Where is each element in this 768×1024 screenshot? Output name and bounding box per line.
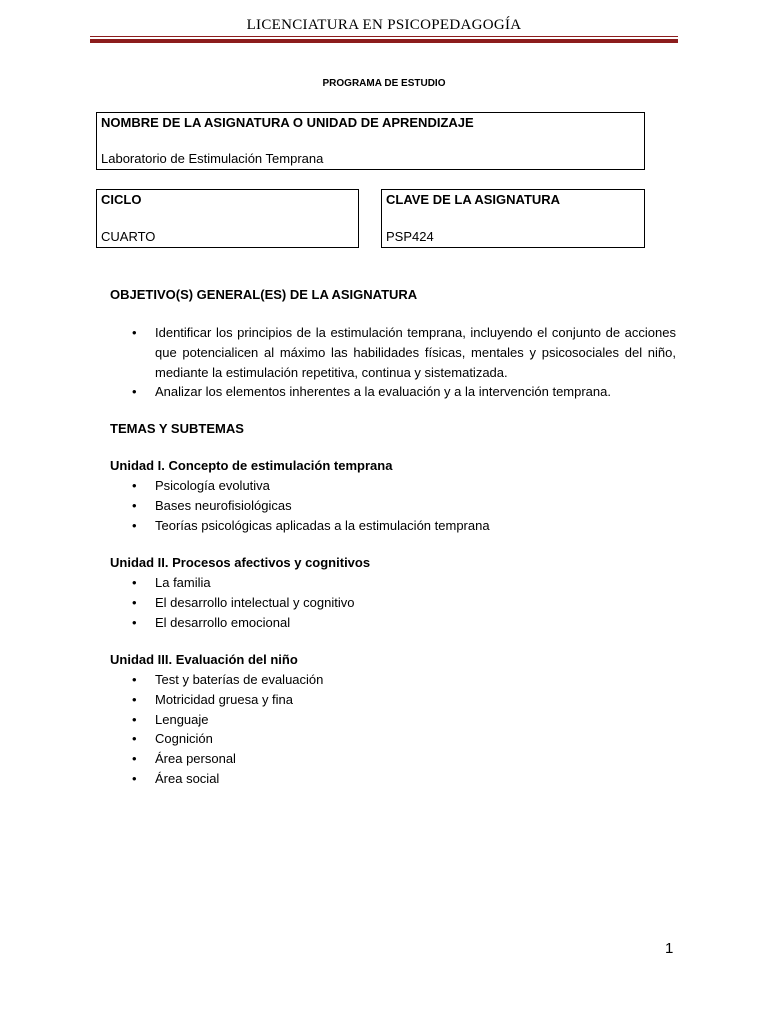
topic-text: Teorías psicológicas aplicadas a la estimulación temprana [155, 517, 490, 533]
unit-2-title: Unidad II. Procesos afectivos y cognitivos [110, 555, 371, 570]
list-item [110, 573, 676, 593]
bullet: • [132, 497, 137, 513]
bullet: • [132, 711, 137, 727]
header-title: LICENCIATURA EN PSICOPEDAGOGÍA [246, 17, 522, 33]
list-item [110, 323, 676, 382]
unit-3-title: Unidad III. Evaluación del niño [110, 652, 298, 667]
bullet: • [132, 594, 137, 610]
list-item [110, 382, 676, 402]
document-title: PROGRAMA DE ESTUDIO [322, 78, 446, 89]
topic-text: El desarrollo intelectual y cognitivo [155, 594, 355, 610]
topic-text: Motricidad gruesa y fina [155, 691, 294, 707]
topic-text: Psicología evolutiva [155, 478, 270, 493]
list-item [110, 516, 676, 536]
bullet: • [132, 517, 137, 533]
header-rule-thick [90, 39, 678, 43]
topic-text: Área social [155, 770, 220, 786]
unit-3-list [110, 670, 676, 789]
cycle-value: CUARTO [101, 229, 156, 244]
list-item [110, 476, 676, 496]
unit-1-list [110, 476, 676, 535]
bullet: • [132, 691, 137, 707]
objective-text: Identificar los principios de la estimulación temprana, incluyendo el conjunto de acciones que potencialicen al máximo las habilidades físicas, mentales y psicosociales del niño, mediante la estimulación repetitiva, continua y sistematizada. [155, 325, 676, 380]
bullet: • [132, 731, 137, 747]
subject-code-label: CLAVE DE LA ASIGNATURA [386, 192, 561, 207]
list-item [110, 593, 676, 613]
topic-text: Cognición [155, 731, 213, 747]
list-item [110, 749, 676, 769]
objectives-list [110, 323, 676, 402]
unit-2-list [110, 573, 676, 632]
bullet: • [132, 325, 137, 340]
list-item [110, 613, 676, 633]
topic-text: Bases neurofisiológicas [155, 497, 292, 513]
bullet: • [132, 770, 137, 786]
subject-code-value: PSP424 [386, 229, 434, 244]
bullet: • [132, 751, 137, 767]
objectives-heading: OBJETIVO(S) GENERAL(ES) DE LA ASIGNATURA [110, 287, 418, 302]
topic-text: Área personal [155, 751, 236, 767]
header-rule [90, 36, 678, 37]
list-item [110, 670, 676, 690]
topic-text: El desarrollo emocional [155, 614, 291, 630]
list-item [110, 729, 676, 749]
objective-text: Analizar los elementos inherentes a la evaluación y a la intervención temprana. [155, 384, 611, 400]
list-item [110, 769, 676, 789]
unit-1-title: Unidad I. Concepto de estimulación temprana [110, 458, 393, 473]
cycle-label: CICLO [101, 192, 142, 207]
page-number: 1 [665, 940, 674, 957]
bullet: • [132, 672, 137, 687]
topic-text: Lenguaje [155, 711, 209, 727]
topic-text: La familia [155, 575, 211, 590]
topics-heading: TEMAS Y SUBTEMAS [110, 421, 244, 436]
bullet: • [132, 478, 137, 493]
list-item [110, 690, 676, 710]
topic-text: Test y baterías de evaluación [155, 672, 324, 687]
list-item [110, 710, 676, 730]
list-item [110, 496, 676, 516]
bullet: • [132, 614, 137, 630]
subject-name-label: NOMBRE DE LA ASIGNATURA O UNIDAD DE APRENDIZAJE [101, 115, 474, 130]
subject-name-box [96, 112, 645, 170]
cycle-box [96, 189, 359, 248]
subject-name-value: Laboratorio de Estimulación Temprana [101, 151, 324, 166]
bullet: • [132, 575, 137, 590]
bullet: • [132, 384, 137, 400]
subject-code-box [381, 189, 645, 248]
